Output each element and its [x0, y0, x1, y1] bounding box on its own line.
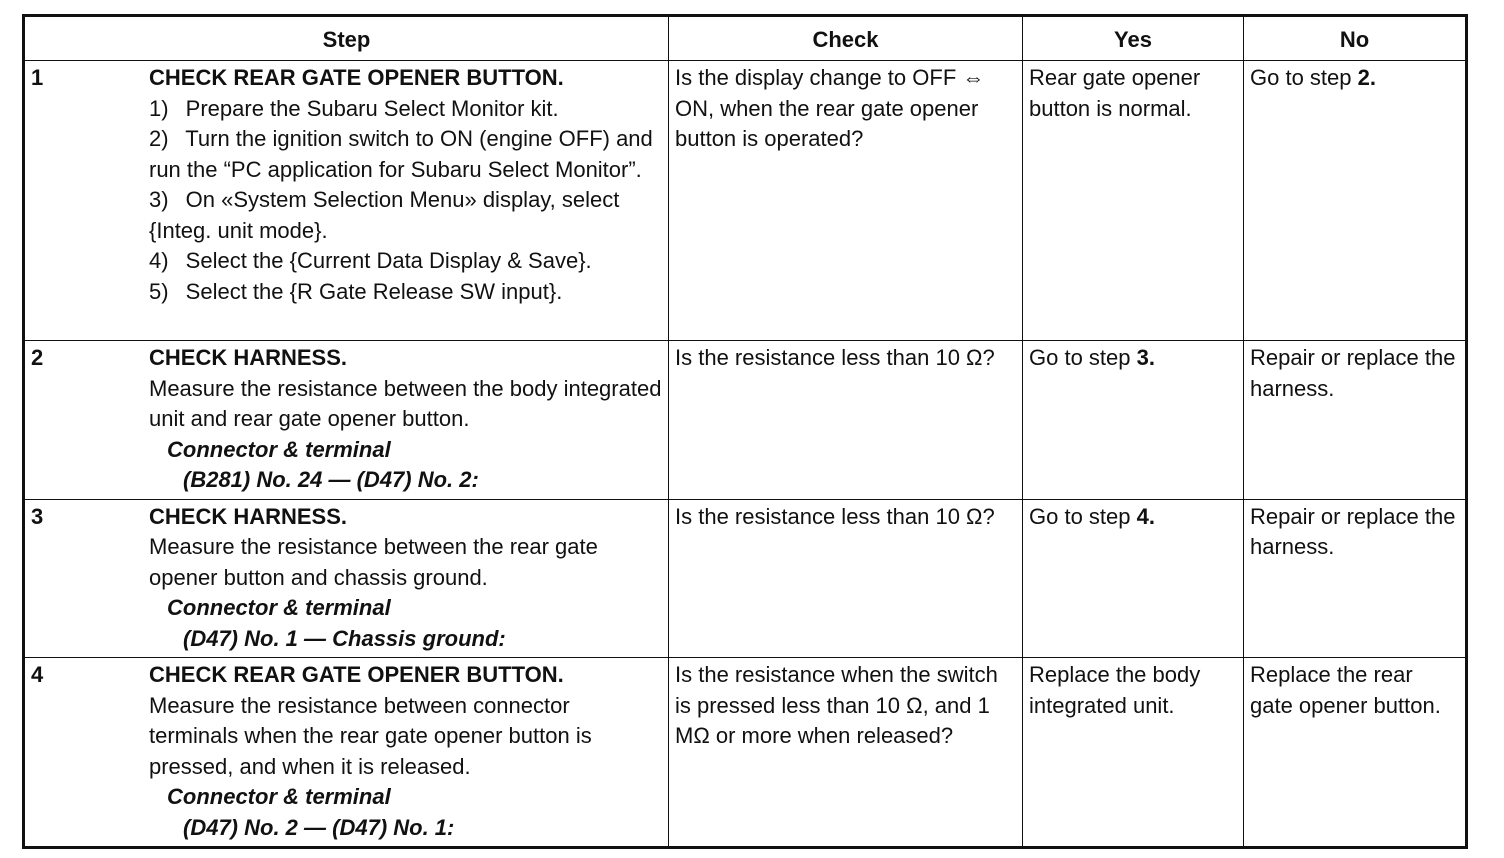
yes-text: Go to step: [1029, 345, 1137, 370]
step-instruction: 5) Select the {R Gate Release SW input}.: [149, 278, 563, 304]
check-cell: Is the display change to OFF ⇔ ON, when the rear gate opener button is operated?: [669, 61, 1023, 341]
no-cell: Repair or replace the harness.: [1244, 341, 1467, 500]
step-instruction: 3) On «System Selection Menu» display, select {Integ. unit mode}.: [149, 187, 620, 243]
no-text: Go to step: [1250, 65, 1358, 90]
step-title: CHECK REAR GATE OPENER BUTTON.: [149, 662, 564, 687]
step-number: 4: [31, 662, 44, 687]
yes-cell: [1023, 499, 1244, 658]
step-title: CHECK HARNESS.: [149, 503, 348, 529]
step-cell: [24, 499, 669, 658]
check-cell: Is the resistance when the switch is pressed less than 10 Ω, and 1 MΩ or more when released?: [669, 658, 1023, 848]
header-yes: Yes: [1023, 16, 1244, 61]
step-title: CHECK HARNESS.: [149, 345, 348, 370]
no-cell: [1244, 61, 1467, 341]
step-number: 2: [31, 345, 44, 370]
step-title: CHECK REAR GATE OPENER BUTTON.: [149, 65, 564, 90]
header-check: Check: [669, 16, 1023, 61]
table-row: [24, 499, 1467, 658]
header-no: No: [1244, 16, 1467, 61]
table-row: [24, 61, 1467, 341]
step-instruction: Measure the resistance between the body integrated unit and rear gate opener button.: [149, 375, 662, 431]
step-cell: [24, 658, 669, 848]
connector-terminal-value: (B281) No. 24 — (D47) No. 2:: [183, 467, 479, 492]
yes-step-ref: 3.: [1136, 345, 1155, 370]
yes-text: Go to step: [1029, 503, 1137, 529]
step-number: 1: [31, 65, 44, 90]
diagnostic-procedure-table: [22, 14, 1468, 849]
connector-terminal-value: (D47) No. 1 — Chassis ground:: [183, 625, 506, 651]
no-step-ref: 2.: [1357, 65, 1376, 90]
step-instruction: 4) Select the {Current Data Display & Save}.: [149, 248, 592, 273]
step-cell: [24, 61, 669, 341]
check-cell: Is the resistance less than 10 Ω?: [669, 341, 1023, 500]
table-header-row: [24, 16, 1467, 61]
step-instruction: 1) Prepare the Subaru Select Monitor kit.: [149, 95, 559, 121]
yes-cell: Replace the body integrated unit.: [1023, 658, 1244, 848]
step-cell: [24, 341, 669, 500]
yes-step-ref: 4.: [1136, 503, 1155, 529]
step-instruction: Measure the resistance between the rear gate opener button and chassis ground.: [149, 534, 598, 590]
yes-cell: [1023, 341, 1244, 500]
connector-label: Connector & terminal: [167, 595, 391, 620]
connector-label: Connector & terminal: [167, 436, 391, 462]
header-step: Step: [24, 16, 669, 61]
step-number: 3: [31, 503, 44, 529]
step-instruction: Measure the resistance between connector terminals when the rear gate opener button is pressed, and when it is released.: [149, 692, 592, 779]
table-row: [24, 658, 1467, 848]
no-cell: Repair or replace the harness.: [1244, 499, 1467, 658]
yes-cell: Rear gate opener button is normal.: [1023, 61, 1244, 341]
connector-terminal-value: (D47) No. 2 — (D47) No. 1:: [183, 814, 455, 840]
table-row: [24, 341, 1467, 500]
step-instruction: 2) Turn the ignition switch to ON (engine OFF) and run the “PC application for Subaru Select Monitor”.: [149, 126, 653, 182]
diagnostic-table-container: [22, 14, 1468, 849]
check-cell: Is the resistance less than 10 Ω?: [669, 499, 1023, 658]
no-cell: Replace the rear gate opener button.: [1244, 658, 1467, 848]
connector-label: Connector & terminal: [167, 784, 391, 809]
